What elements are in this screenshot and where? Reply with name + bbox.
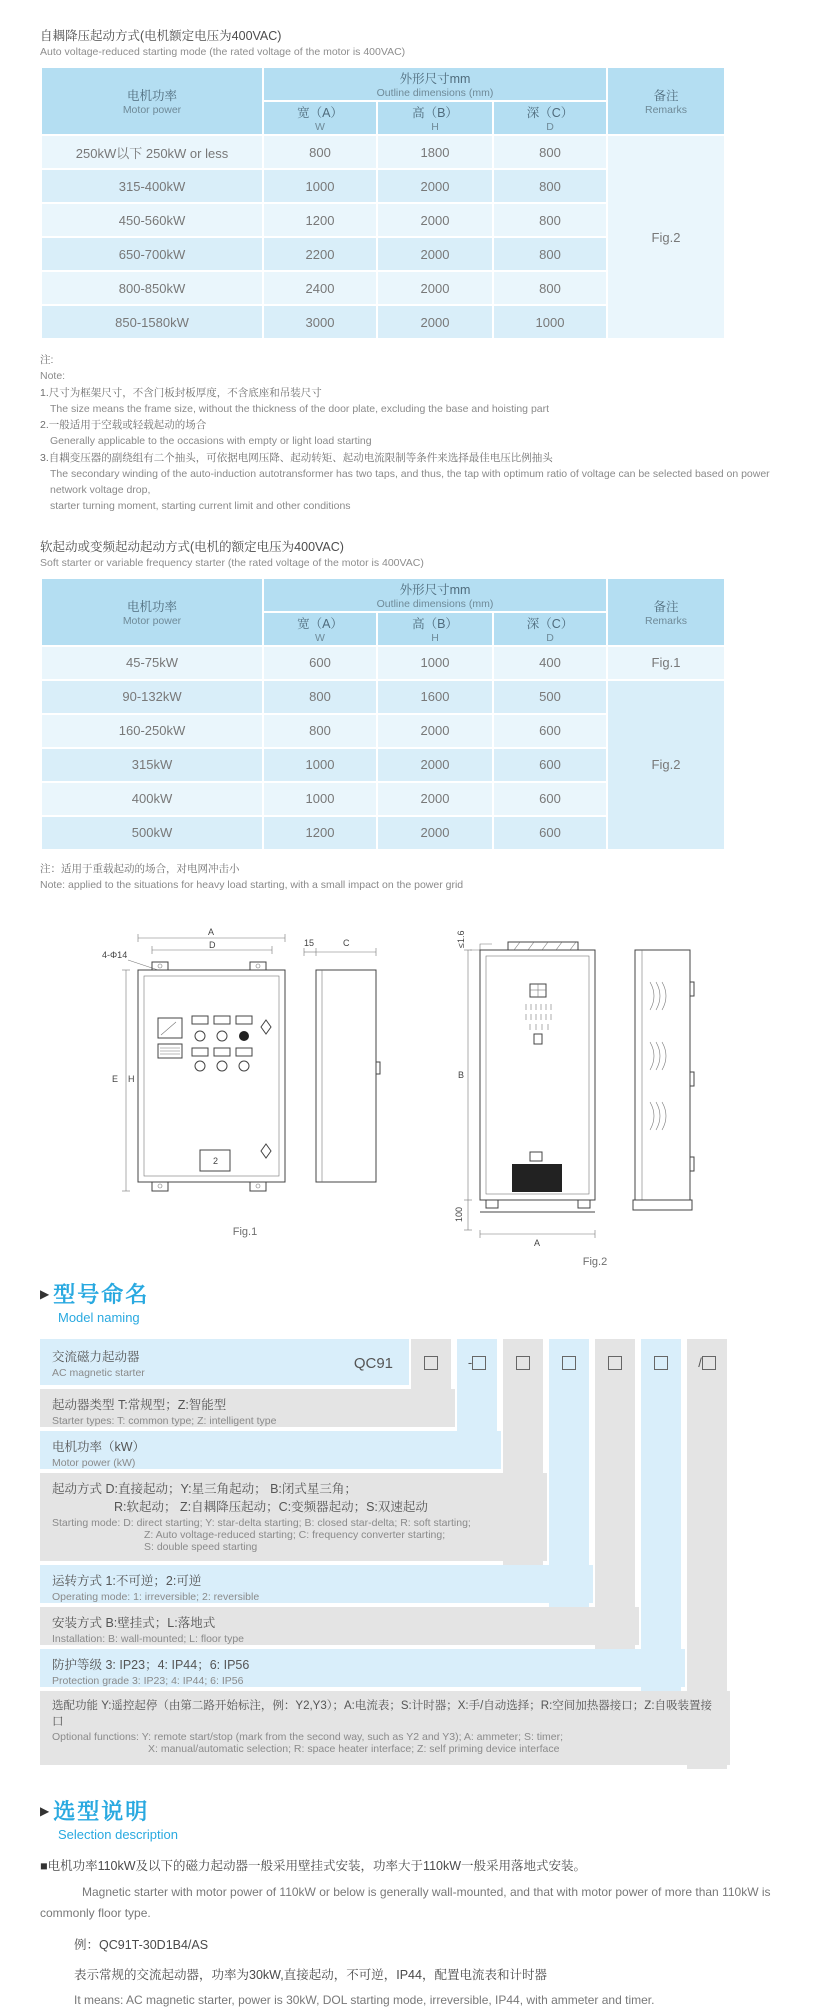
col-depth: 深（C） D	[494, 102, 606, 134]
code-square-icon	[702, 1356, 716, 1370]
cell: 2000	[378, 306, 492, 338]
code-square-icon	[654, 1356, 668, 1370]
cell: 450-560kW	[42, 204, 262, 236]
cell: 800	[494, 238, 606, 270]
cell: 600	[264, 647, 376, 679]
selection-example-zh: 表示常规的交流起动器，功率为30kW,直接起动，不可逆，IP44，配置电流表和计时器	[74, 1968, 547, 1983]
note-label-zh: 注:	[40, 354, 54, 366]
cell: 600	[494, 783, 606, 815]
code-box-4	[546, 1354, 592, 1370]
naming-heading-en: Model naming	[58, 1310, 140, 1326]
remarks-cell: Fig.1	[608, 647, 724, 679]
cell: 2000	[378, 272, 492, 304]
cell: 2000	[378, 715, 492, 747]
code-box-7: /	[684, 1354, 730, 1370]
cell: 400kW	[42, 783, 262, 815]
svg-text:100: 100	[454, 1207, 464, 1223]
code-square-icon	[424, 1356, 438, 1370]
cell: 2000	[378, 817, 492, 849]
cell: 500	[494, 681, 606, 713]
svg-text:H: H	[128, 1074, 135, 1085]
remarks-merged-cell: Fig.2	[608, 681, 724, 849]
soft-title-en: Soft starter or variable frequency starter (the rated voltage of the motor is 400VAC)	[40, 556, 424, 569]
naming-row-protection-grade: 防护等级 3: IP23；4: IP44；6: IP56 Protection grade 3: IP23; 4: IP44; 6: IP56	[40, 1649, 685, 1687]
cell: 800	[494, 136, 606, 168]
model-naming-table	[40, 1339, 730, 1769]
code-square-icon	[608, 1356, 622, 1370]
cell: 600	[494, 817, 606, 849]
col-motor-power: 电机功率 Motor power	[42, 579, 262, 645]
cell: 2400	[264, 272, 376, 304]
cell: 800	[494, 170, 606, 202]
selection-heading-zh: 选型说明	[53, 1799, 150, 1825]
figures	[100, 922, 800, 1268]
remarks-merged-cell: Fig.2	[608, 136, 724, 338]
cell: 650-700kW	[42, 238, 262, 270]
cell: 160-250kW	[42, 715, 262, 747]
cell: 45-75kW	[42, 647, 262, 679]
cell: 600	[494, 715, 606, 747]
cell: 250kW以下 250kW or less	[42, 136, 262, 168]
figure-1	[100, 922, 390, 1268]
table-row	[42, 136, 724, 168]
selection-section	[40, 1795, 800, 2007]
svg-text:B: B	[458, 1070, 465, 1081]
cell: 800	[494, 272, 606, 304]
naming-row-product: 交流磁力起动器 AC magnetic starter QC91	[40, 1339, 409, 1385]
cell: 600	[494, 749, 606, 781]
naming-heading-zh: 型号命名	[53, 1282, 150, 1308]
table-row	[42, 681, 724, 713]
code-square-icon	[472, 1356, 486, 1370]
cell: 1000	[264, 783, 376, 815]
selection-example-en: It means: AC magnetic starter, power is 30kW, DOL starting mode, irreversible, IP44, with ammeter and timer.	[74, 1993, 655, 2007]
soft-table-note: 注：适用于重载起动的场合，对电网冲击小 Note: applied to the situations for heavy load starting, with a small impact on the power grid	[40, 862, 464, 892]
selection-paragraph-zh: ■电机功率110kW及以下的磁力起动器一般采用壁挂式安装，功率大于110kW一般采用落地式安装。	[40, 1859, 587, 1874]
svg-text:A: A	[208, 927, 215, 938]
code-box-6	[638, 1354, 684, 1370]
auto-dimensions-table	[40, 66, 726, 340]
selection-paragraph-en: Magnetic starter with motor power of 110kW or below is generally wall-mounted, and that with motor power of more than 110kW is commonly floor type.	[40, 1885, 771, 1920]
cell: 800	[264, 136, 376, 168]
auto-title-en: Auto voltage-reduced starting mode (the rated voltage of the motor is 400VAC)	[40, 46, 406, 58]
note-line: 3.自耦变压器的副绕组有二个抽头，可依据电网压降、起动转矩、起动电流限制等条件来选择最佳电压比例抽头	[40, 451, 553, 464]
cell: 1800	[378, 136, 492, 168]
col-height: 高（B） H	[378, 102, 492, 134]
cell: 1200	[264, 204, 376, 236]
cell: 800-850kW	[42, 272, 262, 304]
code-col-stripe	[595, 1339, 635, 1649]
cell: 800	[264, 715, 376, 747]
cell: 800	[264, 681, 376, 713]
naming-row-starter-type: 起动器类型 T:常规型；Z:智能型 Starter types: T: common type; Z: intelligent type	[40, 1389, 455, 1427]
soft-section-title	[40, 537, 800, 569]
soft-dimensions-table	[40, 577, 726, 851]
note-line: 1.尺寸为框架尺寸，不含门板封板厚度，不含底座和吊装尺寸	[40, 386, 322, 399]
code-box-2: -	[454, 1354, 500, 1370]
cell: 2000	[378, 238, 492, 270]
selection-heading-en: Selection description	[58, 1827, 178, 1843]
svg-text:A: A	[534, 1238, 541, 1249]
note-line: The secondary winding of the auto-induction autotransformer has two taps, and thus, the tap with optimum ratio of voltage can be selected based on power network voltage drop,	[50, 467, 770, 497]
cell: 1600	[378, 681, 492, 713]
cell: 3000	[264, 306, 376, 338]
note-line: The size means the frame size, without the thickness of the door plate, excluding the base and hoisting part	[50, 402, 550, 415]
naming-row-installation: 安装方式 B:壁挂式；L:落地式 Installation: B: wall-mounted; L: floor type	[40, 1607, 639, 1645]
selection-example-code: 例：QC91T-30D1B4/AS	[74, 1938, 209, 1953]
cell: 2000	[378, 170, 492, 202]
square-bullet-icon: ■	[40, 1859, 48, 1874]
selection-heading	[40, 1795, 800, 1842]
svg-text:C: C	[343, 938, 350, 949]
base-code: QC91	[353, 1354, 393, 1372]
naming-row-starting-mode: 起动方式 D:直接起动；Y:星三角起动； B:闭式星三角； R:软起动； Z:自耦降压起动；C:变频器起动；S:双速起动 Starting mode: D: direct starting; Y: star-delta starting; B: closed star-delta; R: soft starting; Z: Auto voltage-reduced starting; C: frequency converter starting; S: double speed starting	[40, 1473, 547, 1561]
auto-title-zh: 自耦降压起动方式(电机额定电压为400VAC)	[40, 29, 282, 43]
svg-text:D: D	[209, 940, 216, 951]
cell: 500kW	[42, 817, 262, 849]
cell: 315-400kW	[42, 170, 262, 202]
svg-text:≤1.6: ≤1.6	[456, 930, 466, 949]
naming-row-motor-power: 电机功率（kW） Motor power (kW)	[40, 1431, 501, 1469]
svg-text:15: 15	[304, 938, 315, 949]
fig2-caption: Fig.2	[582, 1256, 608, 1269]
fig2-drawing	[450, 922, 740, 1252]
model-naming-heading	[40, 1278, 800, 1325]
note-line: 2.一般适用于空载或轻载起动的场合	[40, 419, 207, 432]
code-box-1	[408, 1354, 454, 1370]
code-box-3	[500, 1354, 546, 1370]
cell: 2200	[264, 238, 376, 270]
table-row	[42, 647, 724, 679]
triangle-marker-icon: ▶	[40, 1804, 50, 1819]
cell: 400	[494, 647, 606, 679]
triangle-marker-icon: ▶	[40, 1287, 50, 1302]
soft-title-zh: 软起动或变频起动起动方式(电机的额定电压为400VAC)	[40, 539, 344, 554]
col-outline: 外形尺寸mm Outline dimensions (mm)	[264, 579, 606, 611]
figure-2	[450, 922, 740, 1268]
note-line: starter turning moment, starting current limit and other conditions	[50, 500, 351, 513]
col-width: 宽（A） W	[264, 613, 376, 645]
cell: 2000	[378, 204, 492, 236]
col-remarks: 备注 Remarks	[608, 68, 724, 134]
naming-row-operating-mode: 运转方式 1:不可逆；2:可逆 Operating mode: 1: irreversible; 2: reversible	[40, 1565, 593, 1603]
code-box-5	[592, 1354, 638, 1370]
cell: 800	[494, 204, 606, 236]
note-line: Generally applicable to the occasions with empty or light load starting	[50, 435, 372, 448]
cell: 1200	[264, 817, 376, 849]
cell: 1000	[264, 749, 376, 781]
svg-text:2: 2	[213, 1156, 219, 1167]
code-col-stripe	[641, 1339, 681, 1691]
naming-row-optional-functions: 选配功能 Y:遥控起停（由第二路开始标注，例：Y2,Y3）；A:电流表；S:计时器；X:手/自动选择；R:空间加热器接口；Z:自吸装置接口 Optional functions: Y: remote start/stop (mark from the second way, such as Y2 and Y3); A: ammeter; S: timer; X: manual/automatic selection; R: space heater interface; Z: self priming device interface	[40, 1691, 730, 1765]
note-label-en: Note:	[40, 370, 66, 383]
cell: 90-132kW	[42, 681, 262, 713]
auto-section-title	[40, 26, 800, 58]
cell: 850-1580kW	[42, 306, 262, 338]
col-depth: 深（C） D	[494, 613, 606, 645]
col-remarks: 备注 Remarks	[608, 579, 724, 645]
cell: 1000	[494, 306, 606, 338]
auto-table-notes	[40, 352, 800, 515]
col-width: 宽（A） W	[264, 102, 376, 134]
header-row-1	[42, 579, 724, 611]
code-square-icon	[516, 1356, 530, 1370]
col-outline: 外形尺寸mm Outline dimensions (mm)	[264, 68, 606, 100]
hole-label: 4-Φ14	[102, 950, 128, 961]
cell: 1000	[264, 170, 376, 202]
col-motor-power: 电机功率 Motor power	[42, 68, 262, 134]
cell: 2000	[378, 783, 492, 815]
cell: 315kW	[42, 749, 262, 781]
header-row-1	[42, 68, 724, 100]
svg-text:E: E	[112, 1074, 119, 1085]
cell: 1000	[378, 647, 492, 679]
code-square-icon	[562, 1356, 576, 1370]
col-height: 高（B） H	[378, 613, 492, 645]
fig1-drawing	[100, 922, 390, 1222]
cell: 2000	[378, 749, 492, 781]
fig1-caption: Fig.1	[232, 1226, 258, 1239]
